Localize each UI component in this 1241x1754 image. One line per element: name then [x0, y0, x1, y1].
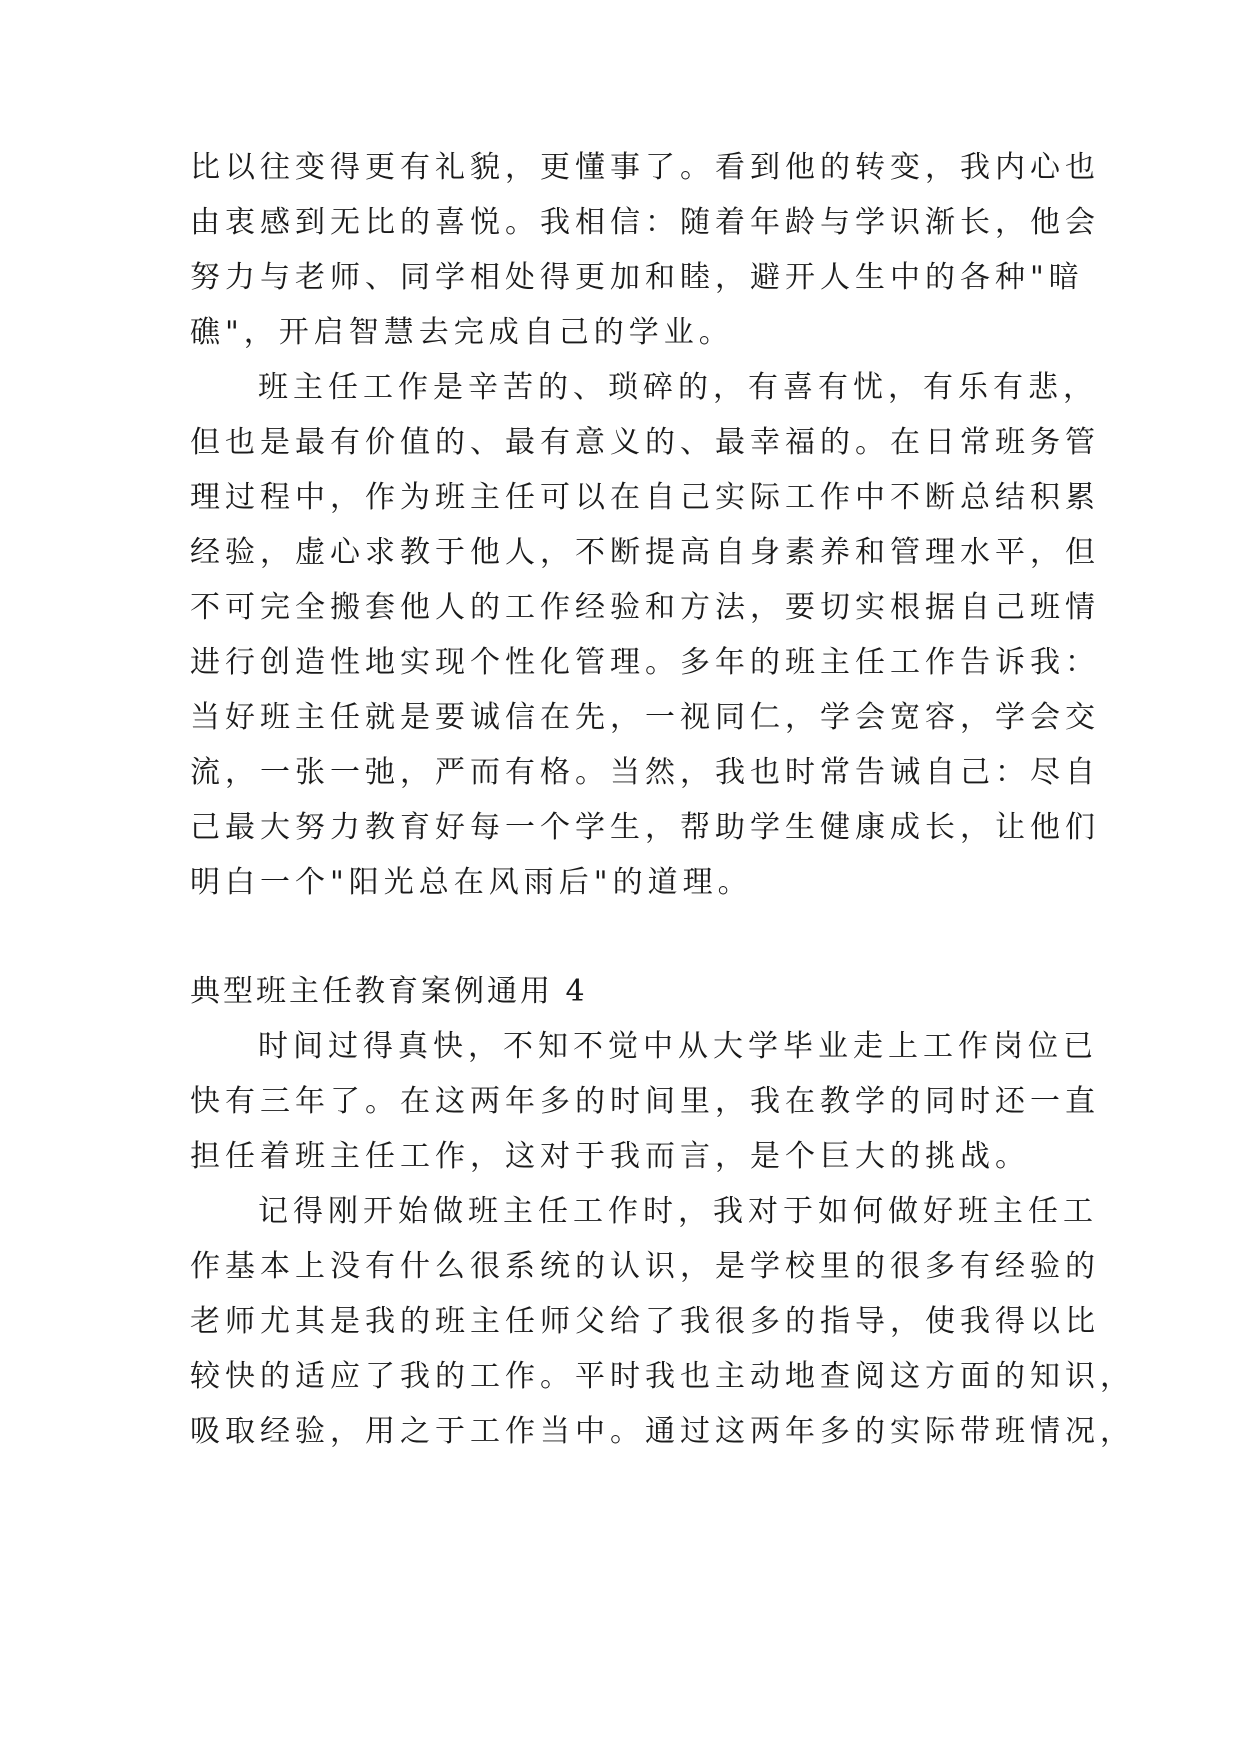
paragraph-line: 流，一张一弛，严而有格。当然，我也时常告诫自己：尽自 [190, 755, 1100, 790]
paragraph-line: 明白一个"阳光总在风雨后"的道理。 [190, 865, 753, 900]
paragraph-line: 担任着班主任工作，这对于我而言，是个巨大的挑战。 [190, 1139, 1030, 1174]
paragraph-line: 己最大努力教育好每一个学生，帮助学生健康成长，让他们 [190, 810, 1100, 845]
paragraph-line: 吸取经验，用之于工作当中。通过这两年多的实际带班情况， [190, 1414, 1135, 1449]
paragraph-line: 理过程中，作为班主任可以在自己实际工作中不断总结积累 [190, 480, 1100, 515]
paragraph-line: 但也是最有价值的、最有意义的、最幸福的。在日常班务管 [190, 425, 1100, 460]
paragraph-line: 作基本上没有什么很系统的认识，是学校里的很多有经验的 [190, 1249, 1100, 1284]
paragraph-line: 由衷感到无比的喜悦。我相信：随着年龄与学识渐长，他会 [190, 205, 1100, 240]
section-heading: 典型班主任教育案例通用 4 [190, 974, 588, 1009]
paragraph-line: 快有三年了。在这两年多的时间里，我在教学的同时还一直 [190, 1084, 1100, 1119]
paragraph-line: 老师尤其是我的班主任师父给了我很多的指导，使我得以比 [190, 1304, 1100, 1339]
paragraph-line: 记得刚开始做班主任工作时，我对于如何做好班主任工 [258, 1194, 1098, 1229]
paragraph-line: 努力与老师、同学相处得更加和睦，避开人生中的各种"暗 [190, 260, 1084, 295]
paragraph-line: 礁"，开启智慧去完成自己的学业。 [190, 315, 734, 350]
paragraph-line: 比以往变得更有礼貌，更懂事了。看到他的转变，我内心也 [190, 150, 1100, 185]
paragraph-line: 班主任工作是辛苦的、琐碎的，有喜有忧，有乐有悲， [258, 370, 1098, 405]
paragraph-line: 经验，虚心求教于他人，不断提高自身素养和管理水平，但 [190, 535, 1100, 570]
paragraph-line: 时间过得真快，不知不觉中从大学毕业走上工作岗位已 [258, 1029, 1098, 1064]
paragraph-line: 不可完全搬套他人的工作经验和方法，要切实根据自己班情 [190, 590, 1100, 625]
paragraph-line: 进行创造性地实现个性化管理。多年的班主任工作告诉我： [190, 645, 1100, 680]
paragraph-line: 较快的适应了我的工作。平时我也主动地查阅这方面的知识， [190, 1359, 1135, 1394]
paragraph-line: 当好班主任就是要诚信在先，一视同仁，学会宽容，学会交 [190, 700, 1100, 735]
